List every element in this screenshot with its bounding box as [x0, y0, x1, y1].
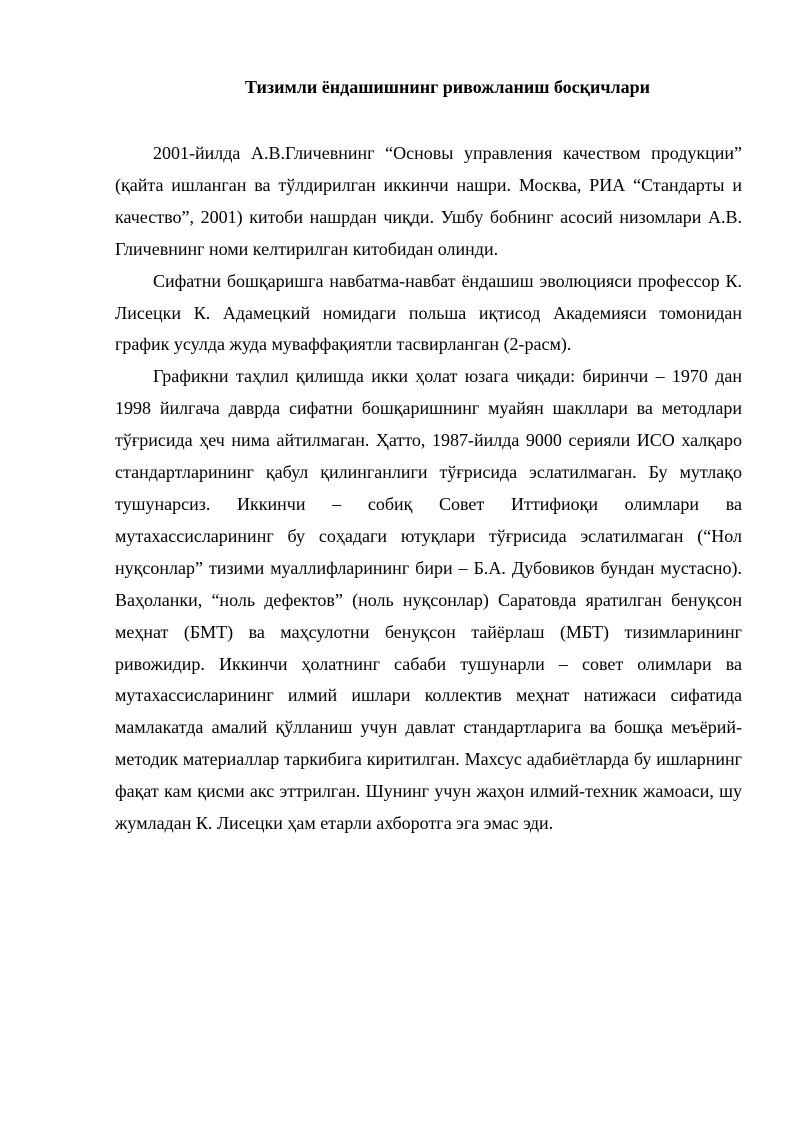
paragraph-1: 2001-йилда А.В.Гличевнинг “Основы управления качеством продукции” (қайта ишланган ва тўлдирилган иккинчи нашри. Москва, РИА “Стандарты и качество”, 2001) китоби нашрдан чиқди. Ушбу бобнинг асосий низомлари А.В. Гличевнинг номи келтирилган китобидан олинди. — [115, 143, 742, 259]
document-body — [115, 138, 742, 840]
document-title: Тизимли ёндашишнинг ривожланиш босқичлари — [244, 77, 651, 97]
paragraph-3: Графикни таҳлил қилишда икки ҳолат юзага чиқади: биринчи – 1970 дан 1998 йилгача даврда сифатни бошқаришнинг муайян шакллари ва методлари тўғрисида ҳеч нима айтилмаган. Ҳатто, 1987-йилда 9000 серияли ИСО халқаро стандартларининг қабул қилинганлиги тўғрисида эслатилмаган. Бу мутлақо тушунарсиз. Иккинчи – собиқ Совет Иттифиоқи олимлари ва мутахассисларининг бу соҳадаги ютуқлари тўғрисида эслатилмаган (“Нол нуқсонлар” тизими муаллифларининг бири – Б.А. Дубовиков бундан мустасно). Ваҳоланки, “ноль дефектов” (ноль нуқсонлар) Саратовда яратилган бенуқсон меҳнат (БМТ) ва маҳсулотни бенуқсон тайёрлаш (МБТ) тизимларининг ривожидир. Иккинчи ҳолатнинг сабаби тушунарли – совет олимлари ва мутахассисларининг илмий ишлари коллектив меҳнат натижаси сифатида мамлакатда амалий қўлланиш учун давлат стандартларига ва бошқа меъёрий-методик материаллар таркибига киритилган. Махсус адабиётларда бу ишларнинг фақат кам қисми акс эттрилган. Шунинг учун жаҳон илмий-техник жамоаси, шу жумладан К. Лисецки ҳам етарли ахборотга эга эмас эди. — [115, 366, 742, 834]
paragraph-2: Сифатни бошқаришга навбатма-навбат ёндашиш эволюцияси профессор К. Лисецки К. Адамецкий номидаги польша иқтисод Академияси томонидан график усулда жуда муваффақиятли тасвирланган (2-расм). — [115, 270, 742, 355]
